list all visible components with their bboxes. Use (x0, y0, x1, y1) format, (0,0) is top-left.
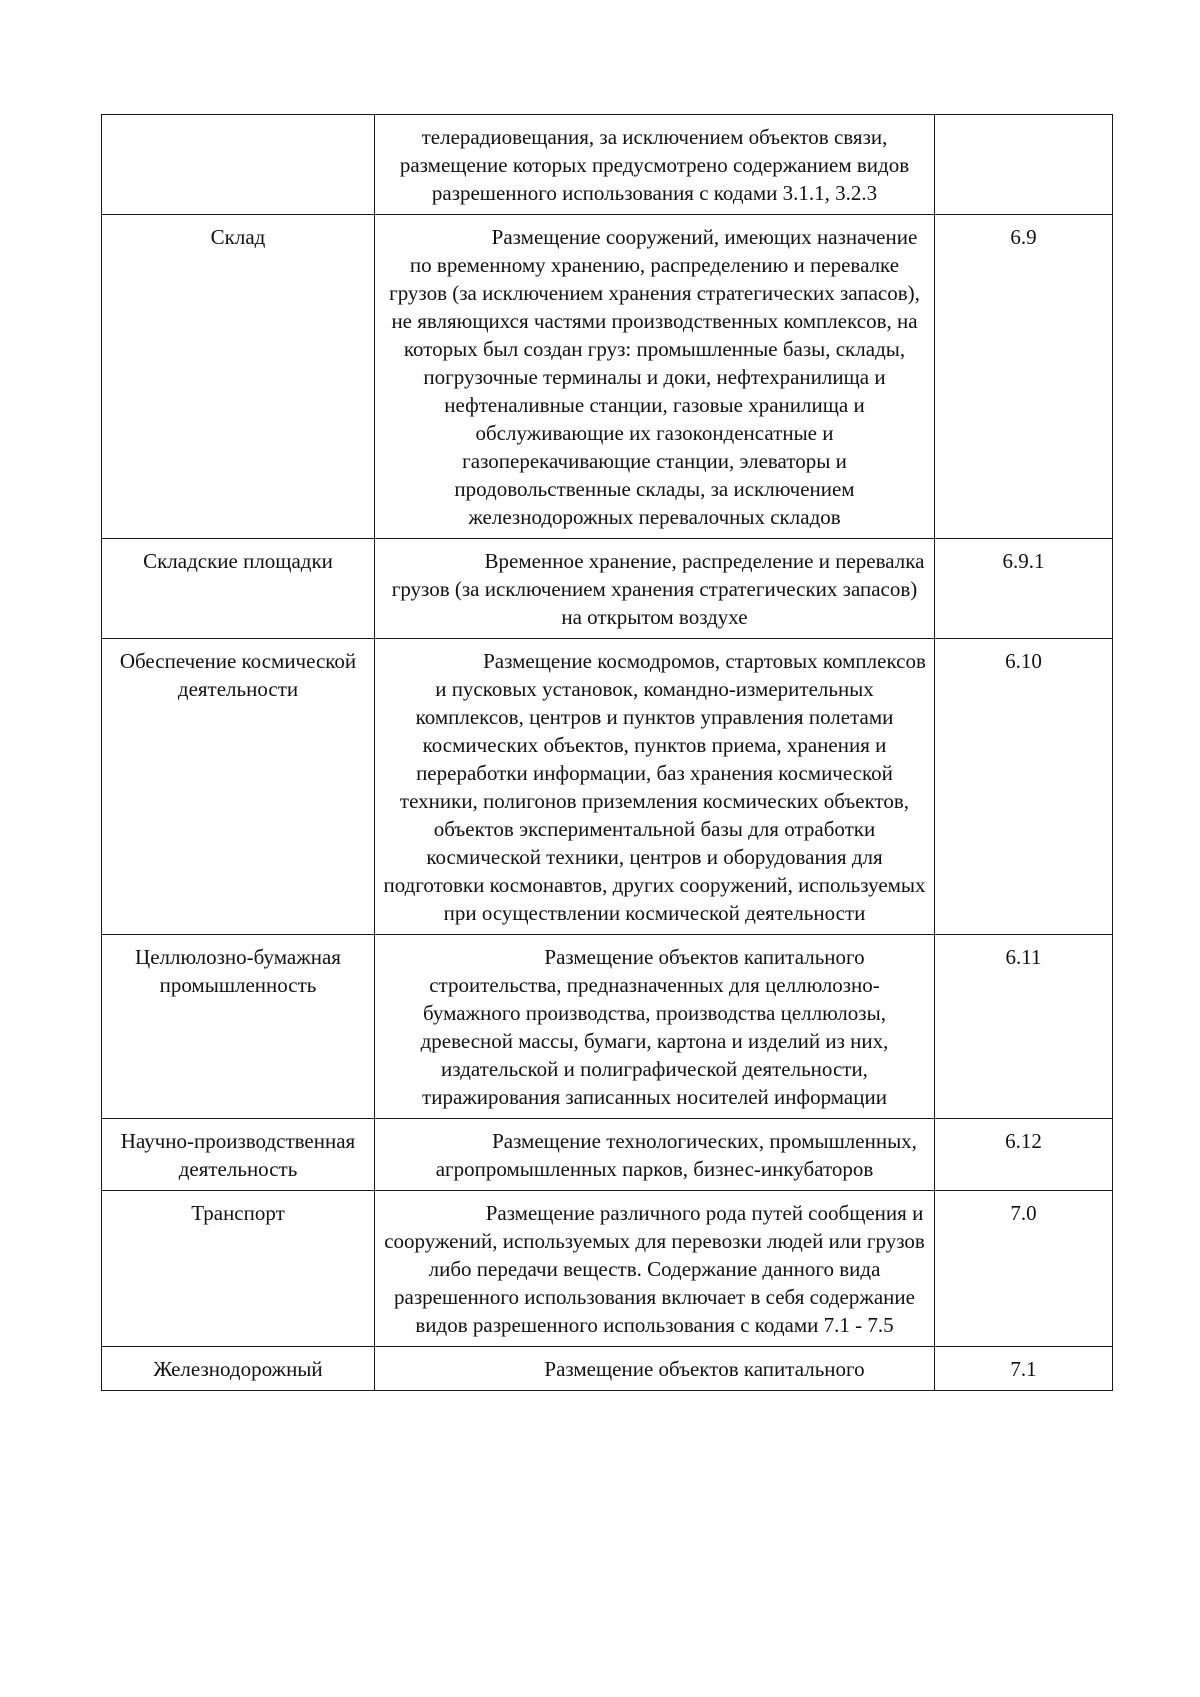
table-row (102, 1191, 1113, 1347)
use-description-text: телерадиовещания, за исключением объектов связи, размещение которых предусмотрено содержанием видов разрешенного использования с кодами 3.1.1, 3.2.3 (399, 125, 910, 205)
use-description-cell (375, 1347, 935, 1391)
table-row (102, 539, 1113, 639)
use-name-cell: Складские площадки (102, 539, 375, 639)
use-name-cell: Железнодорожный (102, 1347, 375, 1391)
use-name-cell: Транспорт (102, 1191, 375, 1347)
use-description-cell (375, 215, 935, 539)
use-description-text: Временное хранение, распределение и перевалка грузов (за исключением хранения стратегических запасов) на открытом воздухе (391, 549, 925, 629)
use-code-cell: 6.9 (935, 215, 1113, 539)
use-name-cell: Склад (102, 215, 375, 539)
use-description-cell (375, 115, 935, 215)
table-row (102, 639, 1113, 935)
use-code-cell: 7.0 (935, 1191, 1113, 1347)
table-row (102, 115, 1113, 215)
use-description-cell (375, 639, 935, 935)
use-description-cell (375, 539, 935, 639)
use-description-text: Размещение объектов капитального (544, 1357, 865, 1381)
table-row (102, 1347, 1113, 1391)
use-description-text: Размещение технологических, промышленных, агропромышленных парков, бизнес-инкубаторов (435, 1129, 917, 1181)
table-row (102, 935, 1113, 1119)
use-description-text: Размещение объектов капитального строительства, предназначенных для целлюлозно-бумажного производства, производства целлюлозы, древесной массы, бумаги, картона и изделий из них, издательской и полиграфической деятельности, тиражирования записанных носителей информации (420, 945, 889, 1109)
use-name-cell (102, 115, 375, 215)
use-name-cell: Обеспечение космической деятельности (102, 639, 375, 935)
use-code-cell: 6.12 (935, 1119, 1113, 1191)
use-description-text: Размещение различного рода путей сообщения и сооружений, используемых для перевозки людей или грузов либо передачи веществ. Содержание данного вида разрешенного использования включает в себя содержание видов разрешенного использования с кодами 7.1 - 7.5 (384, 1201, 925, 1337)
table-row (102, 1119, 1113, 1191)
use-description-text: Размещение сооружений, имеющих назначение по временному хранению, распределению и перевалке грузов (за исключением хранения стратегических запасов), не являющихся частями производственных комплексов, на которых был создан груз: промышленные базы, склады, погрузочные терминалы и доки, нефтехранилища и нефтеналивные станции, газовые хранилища и обслуживающие их газоконденсатные и газоперекачивающие станции, элеваторы и продовольственные склады, за исключением железнодорожных перевалочных складов (389, 225, 920, 529)
use-name-cell: Научно-производственная деятельность (102, 1119, 375, 1191)
use-code-cell (935, 115, 1113, 215)
use-description-cell (375, 1191, 935, 1347)
use-code-cell: 7.1 (935, 1347, 1113, 1391)
use-description-cell (375, 935, 935, 1119)
use-description-text: Размещение космодромов, стартовых комплексов и пусковых установок, командно-измерительных комплексов, центров и пунктов управления полетами космических объектов, пунктов приема, хранения и переработки информации, баз хранения космической техники, полигонов приземления космических объектов, объектов экспериментальной базы для отработки космической техники, центров и оборудования для подготовки космонавтов, других сооружений, используемых при осуществлении космической деятельности (383, 649, 926, 925)
use-code-cell: 6.9.1 (935, 539, 1113, 639)
use-description-cell (375, 1119, 935, 1191)
use-code-cell: 6.10 (935, 639, 1113, 935)
use-name-cell: Целлюлозно-бумажная промышленность (102, 935, 375, 1119)
use-code-cell: 6.11 (935, 935, 1113, 1119)
table-row (102, 215, 1113, 539)
land-use-table (101, 114, 1113, 1391)
